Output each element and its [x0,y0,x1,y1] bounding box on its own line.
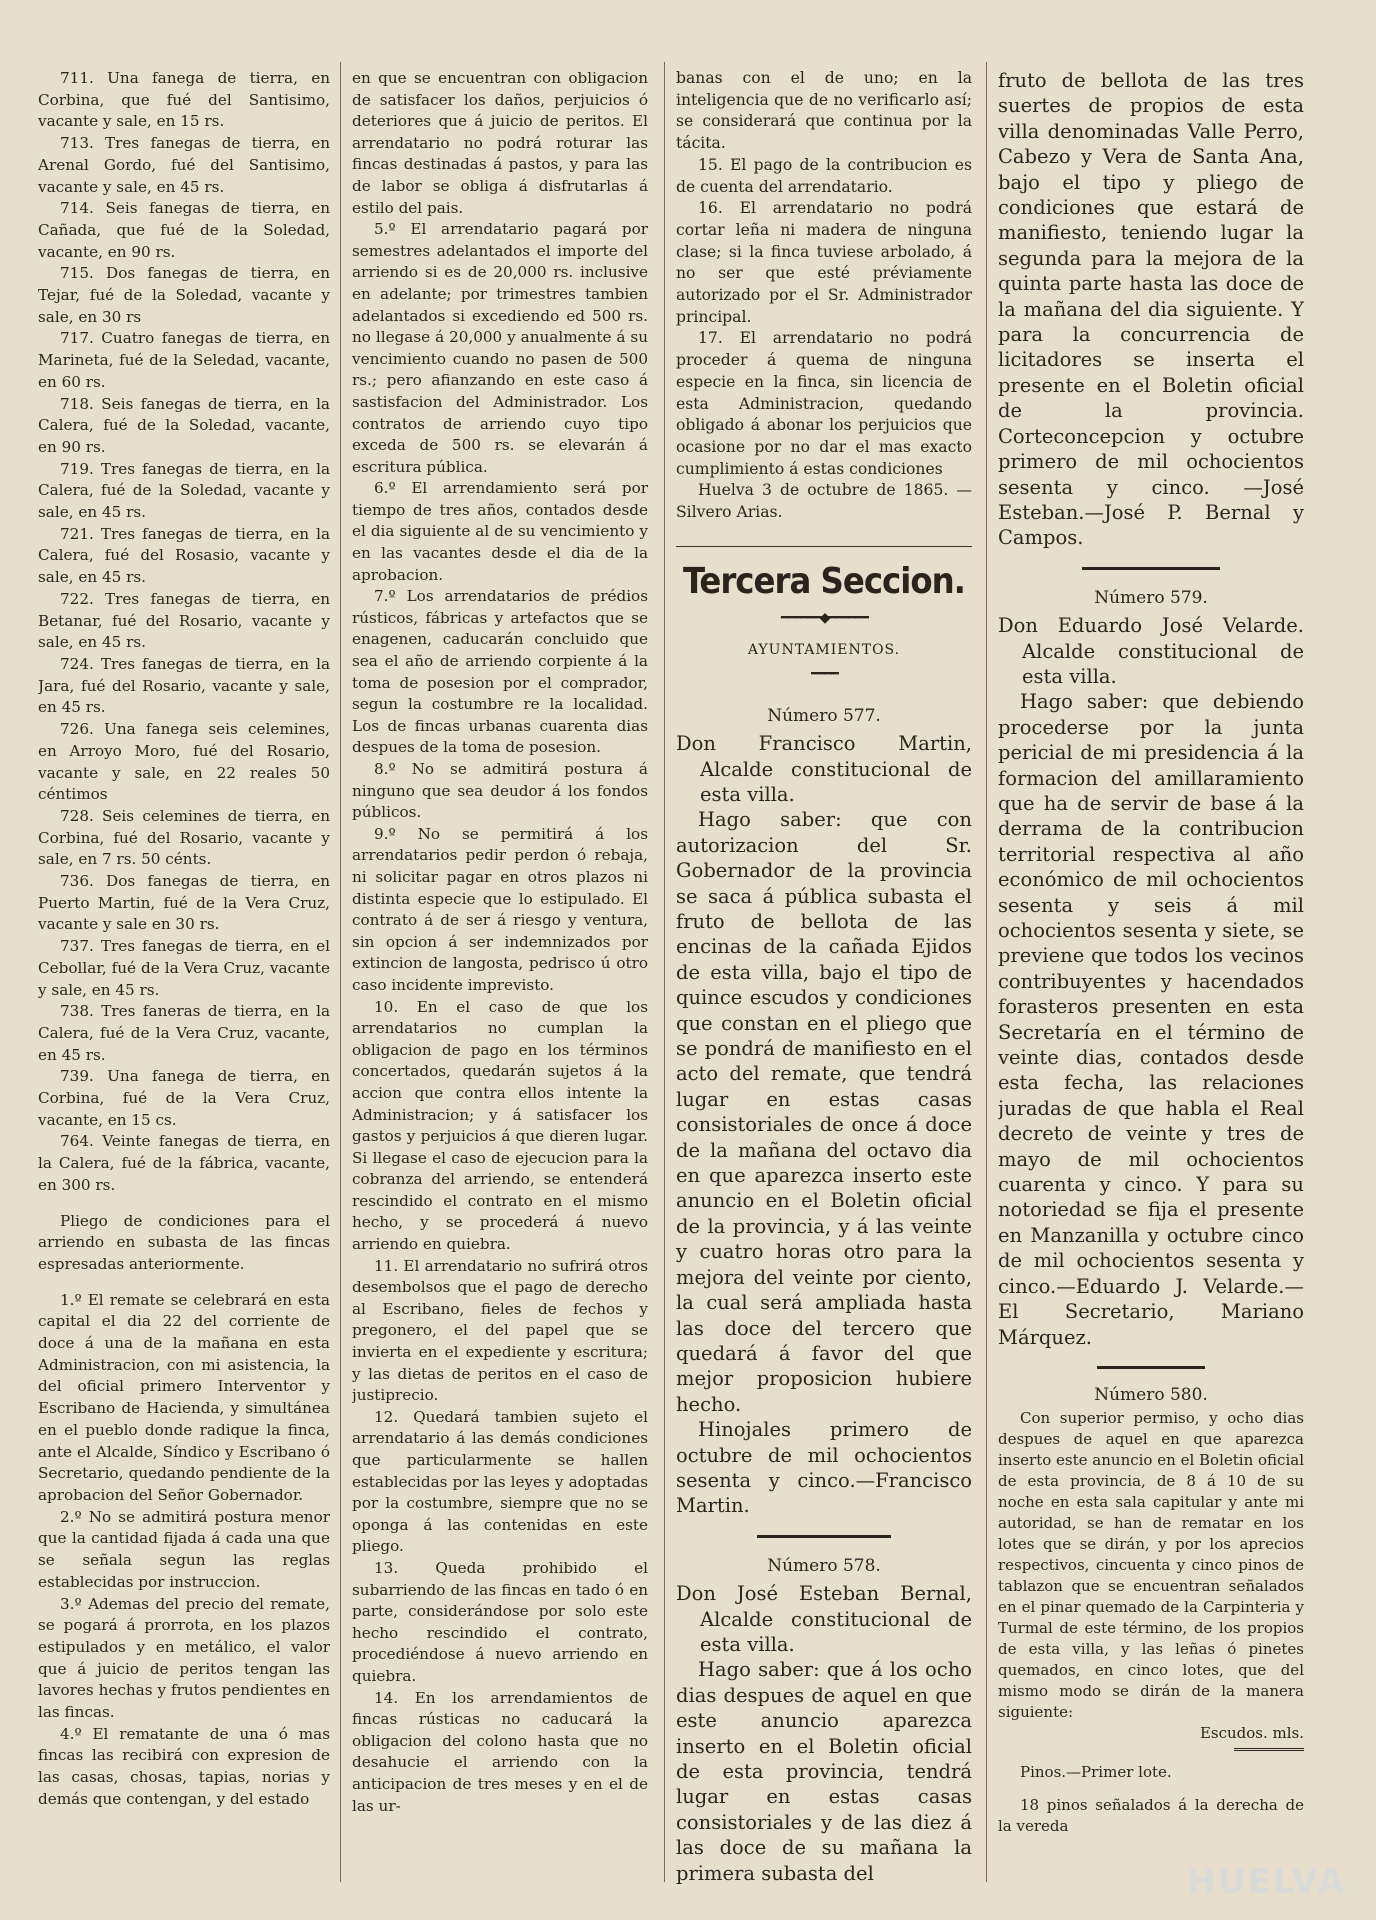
lot-entry: 737. Tres fanegas de tierra, en el Cebollar, fué de la Vera Cruz, vacante y sale, en 45 rs. [38,937,330,999]
notice-body: Hago saber: que debiendo procederse por la junta pericial de mi presidencia á la formacion del amillaramiento que ha de servir de base á la derrama de la contribucion territorial respectiva al año económico de mil ochocientos sesenta y seis á mil ochocientos sesenta y siete, se previene que todos los vecinos contribuyentes y hacendados forasteros presenten en esta Secretaría en el término de veinte dias, contados desde esta fecha, las relaciones juradas de que habla el Real decreto de veinte y tres de mayo de mil ochocientos cuarenta y cinco. Y para su notoriedad se fija el presente en Manzanilla y octubre cinco de mil ochocientos sesenta y cinco.—Eduardo J. Velarde.—El Secretario, Mariano Márquez. [998,690,1304,1349]
subsection-title: AYUNTAMIENTOS. [747,641,901,658]
column-rule [986,62,987,1882]
condition-paragraph: 2.º No se admitirá postura menor que la cantidad fijada á cada una que se señala segun las reglas establecidas por instruccion. [38,1507,330,1591]
condition-paragraph: 7.º Los arrendatarios de prédios rústicos, fábricas y artefactos que se enagenen, caducarán concluido que sea el año de arriendo corpiente á la toma de posesion por el comprador, segun la costumbre re la localidad. Los de fincas urbanas cuarenta dias despues de la toma de posesion. [352,587,648,757]
condition-paragraph: 8.º No se admitirá postura á ninguno que sea deudor á los fondos públicos. [352,760,648,822]
condition-paragraph: 17. El arrendatario no podrá proceder á quema de ninguna especie en la finca, sin licencia de esta Administracion, quedando obligado á abonar los perjuicios que ocasione por no dar el mas exacto cumplimiento á estas condiciones [676,329,972,478]
notice-body: Con superior permiso, y ocho dias despues de aquel en que aparezca inserto este anuncio en el Boletin oficial de esta provincia, de 8 á 10 de su noche en esta sala capitular y ante mi autoridad, se han de rematar en los lotes que se dirán, y por los aprecios respectivos, cincuenta y cinco pinos de tablazon que se encuentran señalados en el pinar quemado de la Carpinteria y Turmal de este término, de los propios de esta villa, y las leñas ó pinetes quemados, en cinco lotes, que del mismo modo se dirán de la manera siguiente: [998,1408,1304,1721]
lot-entry: 738. Tres faneras de tierra, en la Calera, fué de la Vera Cruz, vacante, en 45 rs. [38,1002,330,1064]
ornament-divider: ━━━━ [811,665,837,682]
notice-number: Número 577. [767,705,881,726]
divider [676,546,972,547]
notice-body: fruto de bellota de las tres suertes de propios de esta villa denominadas Valle Perro, Cabezo y Vera de Santa Ana, bajo el tipo y pliego de condiciones que estará de manifiesto, teniendo lugar la segunda para la mejora de la quinta parte hasta las doce de la mañana del dia siguiente. Y para la concurrencia de licitadores se inserta el presente en el Boletin oficial de la provincia. Corteconcepcion y octubre primero de mil ochocientos sesenta y cinco. —José Esteban.—José P. Bernal y Campos. [998,69,1304,550]
notice-body: Hago saber: que á los ocho dias despues de aquel en que este anuncio aparezca inserto en el Boletin oficial de esta provincia, tendrá lugar en estas casas consistoriales y de las diez á las doce de su mañana la primera subasta del [676,1658,972,1885]
condition-paragraph: 13. Queda prohibido el subarriendo de las fincas en tado ó en parte, considerándose por solo este hecho rescindido el contrato, procediéndose á nuevo arriendo en quiebra. [352,1558,648,1685]
column-rule [664,62,665,1882]
lot-entry: 728. Seis celemines de tierra, en Corbina, fué del Rosario, vacante y sale, en 7 rs. 50 cénts. [38,806,330,869]
units-heading: Escudos. mls. [1199,1723,1304,1742]
notice-heading: Don José Esteban Bernal, Alcalde constitucional de esta villa. [676,1582,972,1656]
notice-577 [676,704,972,1519]
lot-entry: 717. Cuatro fanegas de tierra, en Marineta, fué de la Seledad, vacante, en 60 rs. [38,329,330,391]
condition-paragraph: 14. En los arrendamientos de fincas rústicas no caducará la obligacion del colono hasta que no desahucie el arriendo con la anticipacion de tres meses y en el de las ur- [352,1688,648,1815]
lot-entry: 721. Tres fanegas de tierra, en la Calera, fué del Rosasio, vacante y sale, en 45 rs. [38,524,330,587]
condition-paragraph: 3.º Ademas del precio del remate, se pogará á prorrota, en los plazos estipulados y en metálico, el valor que á juicio de peritos tengan las lavores hechas y frutos pendientes en las fincas. [38,1594,330,1722]
notice-578 [676,1554,972,1886]
condition-paragraph: 11. El arrendatario no sufrirá otros desembolsos que el pago de derecho al Escribano, fieles de fechos y pregonero, el del papel que se invierta en el expediente y escritura; y las dietas de peritos en el caso de justiprecio. [352,1256,648,1405]
lot-heading: Pinos.—Primer lote. [1020,1762,1172,1781]
condition-paragraph: banas con el de uno; en la inteligencia que de no verificarlo así; se considerará que continua por la tácita. [676,69,972,153]
notice-number: Número 579. [1094,587,1208,608]
condition-paragraph: 6.º El arrendamiento será por tiempo de tres años, contados desde el dia siguiente al de su vencimiento y en las vacantes desde el dia de la aprobacion. [352,479,648,584]
lot-entry: 764. Veinte fanegas de tierra, en la Calera, fué de la fábrica, vacante, en 300 rs. [38,1132,330,1194]
ornament-divider: ━━━━━━◆━━━━━━ [781,609,867,626]
notice-579 [998,586,1304,1350]
archive-watermark: HUELVA [1187,1862,1346,1902]
column-4 [998,68,1304,1837]
condition-paragraph: 16. El arrendatario no podrá cortar leña ni madera de ninguna clase; si la finca tuviese arbolado, á no ser que esté préviamente autorizado por el Sr. Administrador principal. [676,199,972,326]
column-2 [352,68,648,1817]
notice-number: Número 578. [767,1555,881,1576]
double-rule [1234,1748,1304,1754]
section-title: Tercera Seccion. [683,560,965,602]
divider [757,1535,890,1538]
lot-list [38,68,330,1197]
lot-entry: 713. Tres fanegas de tierra, en Arenal Gordo, fué del Santisimo, vacante y sale, en 45 rs. [38,134,330,196]
divider [1097,1366,1204,1369]
condition-paragraph: en que se encuentran con obligacion de satisfacer los daños, perjuicios ó deteriores que á juicio de peritos. El arrendatario no podrá roturar las fincas destinadas á pastos, y para las de labor se obliga á disfrutarlas á estilo del pais. [352,69,648,217]
condition-paragraph: 5.º El arrendatario pagará por semestres adelantados el importe del arriendo si es de 20,000 rs. inclusive en adelante; por trimestres tambien adelantados si excediendo ed 500 rs. no llegase á 20,000 y anualmente á su vencimiento cuando no pasen de 500 rs.; pero afianzando en este caso á sastisfacion del Administrador. Los contratos de arriendo cuyo tipo exceda de 500 rs. se elevarán á escritura pública. [352,220,648,476]
notice-580 [998,1385,1304,1837]
column-3 [676,68,972,1886]
condition-paragraph: 10. En el caso de que los arrendatarios no cumplan la obligacion de pago en los términos concertados, quedarán sujetos á la accion que contra ellos intente la Administracion; y á satisfacer los gastos y perjuicios á que dieren lugar. Si llegase el caso de ejecucion para la cobranza del arriendo, se entenderá rescindido el contrato en el mismo hecho, y se procederá á nuevo arriendo en quiebra. [352,997,648,1254]
condition-paragraph: 1.º El remate se celebrará en esta capital el dia 22 del corriente de doce á una de la mañana en esta Administracion, con mi asistencia, la del oficial primero Interventor y Escribano de Hacienda, y simultánea en el pueblo donde radique la finca, ante el Alcalde, Síndico y Escribano ó Secretario, quedando pendiente de la aprobacion del Señor Gobernador. [38,1290,330,1504]
column-rule [340,62,341,1882]
notice-heading: Don Eduardo José Velarde. Alcalde constitucional de esta villa. [998,614,1304,688]
divider [1082,567,1220,570]
lot-entry: 724. Tres fanegas de tierra, en la Jara, fué del Rosario, vacante y sale, en 45 rs. [38,654,330,717]
lot-line: 18 pinos señalados á la derecha de la vereda [998,1795,1304,1835]
lot-entry: 736. Dos fanegas de tierra, en Puerto Martin, fué de la Vera Cruz, vacante y sale en 30 rs. [38,872,330,934]
notice-body: Hago saber: que con autorizacion del Sr. Gobernador de la provincia se saca á pública subasta el fruto de bellota de las encinas de la cañada Ejidos de esta villa, bajo el tipo de quince escudos y condiciones que constan en el pliego que se pondrá de manifiesto en el acto del remate, que tendrá lugar en estas casas consistoriales de once á doce de la mañana del octavo dia en que aparezca inserto este anuncio en el Boletin oficial de la provincia, y á las veinte y cuatro horas otro para la mejora del veinte por ciento, la cual será ampliada hasta las doce del tercero que quedará á favor del que mejor proposicion hubiere hecho. [676,808,972,1416]
lot-entry: 722. Tres fanegas de tierra, en Betanar, fué del Rosario, vacante y sale, en 45 rs. [38,589,330,652]
condition-paragraph: 12. Quedará tambien sujeto el arrendatario á las demás condiciones que particularmente se hallen establecidas por las leyes y adoptadas por la costumbre, siempre que no se oponga á las contenidas en este pliego. [352,1407,648,1556]
lot-entry: 714. Seis fanegas de tierra, en Cañada, que fué de la Soledad, vacante, en 90 rs. [38,199,330,261]
conditions-heading: Pliego de condiciones para el arriendo en subasta de las fincas espresadas anteriormente. [38,1211,330,1273]
signature: Huelva 3 de octubre de 1865. —Silvero Arias. [676,481,972,522]
condition-paragraph: 9.º No se permitirá á los arrendatarios pedir perdon ó rebaja, ni solicitar pagar en otros plazos ni distinta especie que lo estipulado. El contrato á de ser á riesgo y ventura, sin opcion á ser indemnizados por extincion de langosta, pedrisco ú otro caso incidente imprevisto. [352,824,648,994]
condition-paragraph: 4.º El rematante de una ó mas fincas las recibirá con expresion de las casas, chosas, tapias, norias y demás que contengan, y del estado [38,1724,330,1808]
lot-entry: 739. Una fanega de tierra, en Corbina, fué de la Vera Cruz, vacante, en 15 cs. [38,1067,330,1129]
notice-closing: Hinojales primero de octubre de mil ochocientos sesenta y cinco.—Francisco Martin. [676,1418,972,1518]
notice-number: Número 580. [1094,1384,1208,1405]
column-1 [38,68,330,1811]
condition-paragraph: 15. El pago de la contribucion es de cuenta del arrendatario. [676,155,972,196]
lot-entry: 719. Tres fanegas de tierra, en la Calera, fué de la Soledad, vacante y sale, en 45 rs. [38,459,330,522]
lot-entry: 711. Una fanega de tierra, en Corbina, que fué del Santisimo, vacante y sale, en 15 rs. [38,69,330,131]
lot-entry: 718. Seis fanegas de tierra, en la Calera, fué de la Soledad, vacante, en 90 rs. [38,394,330,456]
lot-entry: 726. Una fanega seis celemines, en Arroyo Moro, fué del Rosario, vacante y sale, en 22 reales 50 céntimos [38,720,330,804]
lot-entry: 715. Dos fanegas de tierra, en Tejar, fué de la Soledad, vacante y sale, en 30 rs [38,264,330,326]
notice-heading: Don Francisco Martin, Alcalde constitucional de esta villa. [676,732,972,806]
